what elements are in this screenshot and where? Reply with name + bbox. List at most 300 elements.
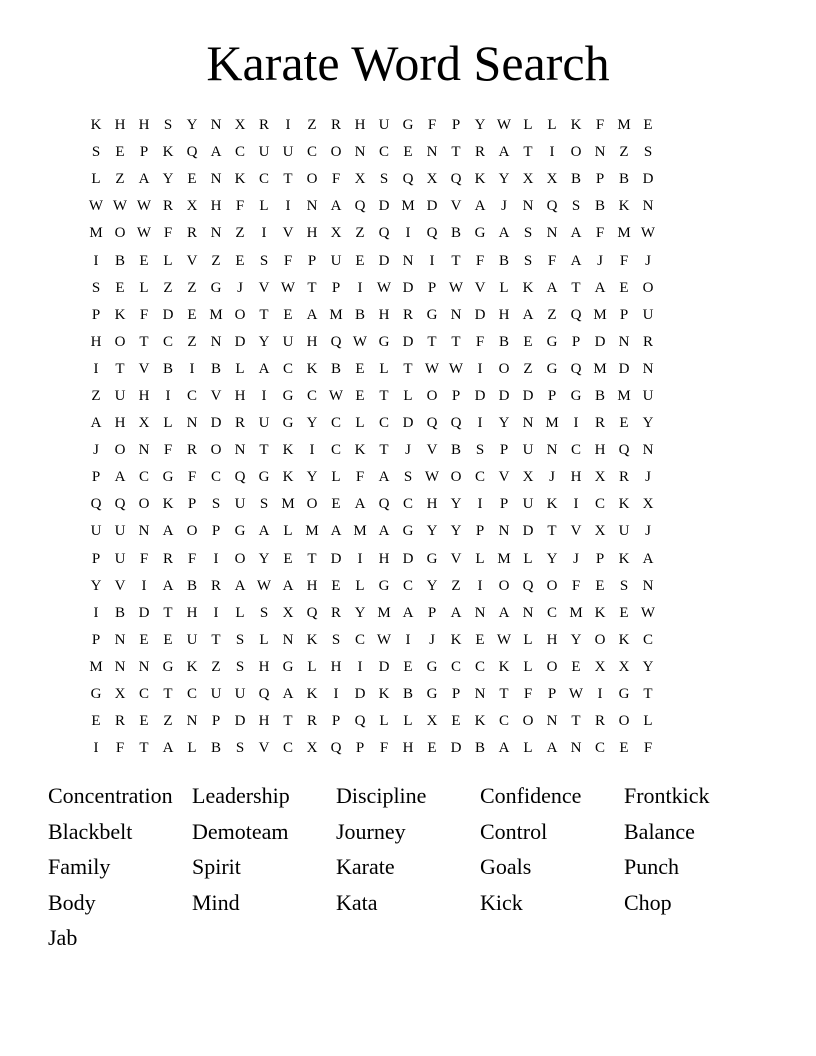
grid-letter: A [498, 604, 510, 621]
grid-letter: N [114, 631, 126, 648]
grid-letter: Q [114, 496, 126, 513]
grid-letter: F [547, 252, 557, 269]
grid-letter: O [234, 306, 246, 323]
grid-letter: H [186, 604, 198, 621]
grid-letter: A [90, 415, 102, 432]
grid-letter: L [307, 658, 317, 675]
grid-letter: P [547, 686, 557, 703]
grid-letter: N [402, 252, 414, 269]
grid-letter: C [186, 387, 197, 404]
grid-letter: M [617, 225, 631, 242]
grid-row [84, 329, 732, 356]
grid-letter: T [163, 604, 173, 621]
grid-letter: F [187, 550, 197, 567]
grid-letter: Q [354, 713, 366, 730]
grid-letter: H [234, 387, 246, 404]
grid-letter: D [162, 306, 174, 323]
grid-letter: Y [306, 469, 318, 486]
grid-letter: E [91, 713, 101, 730]
grid-letter: K [162, 496, 174, 513]
grid-letter: S [619, 577, 629, 594]
grid-letter: H [354, 117, 366, 134]
grid-letter: I [93, 604, 99, 621]
grid-letter: I [429, 252, 435, 269]
grid-letter: M [545, 415, 559, 432]
grid-letter: S [259, 252, 269, 269]
grid-letter: M [569, 604, 583, 621]
grid-letter: E [283, 306, 293, 323]
grid-letter: I [573, 496, 579, 513]
grid-letter: Q [186, 144, 198, 161]
grid-letter: G [426, 658, 438, 675]
grid-letter: C [402, 496, 413, 513]
grid-letter: K [570, 117, 582, 134]
grid-letter: P [187, 496, 197, 513]
grid-letter: A [594, 279, 606, 296]
grid-row [84, 491, 732, 518]
grid-row [84, 735, 732, 762]
word-list-item: Family [48, 854, 111, 880]
grid-letter: M [593, 360, 607, 377]
grid-letter: N [642, 442, 654, 459]
grid-row [84, 302, 732, 329]
grid-letter: Q [330, 740, 342, 757]
grid-letter: T [307, 279, 317, 296]
grid-letter: W [88, 198, 104, 215]
grid-letter: L [379, 360, 389, 377]
grid-letter: T [547, 523, 557, 540]
grid-letter: I [405, 225, 411, 242]
grid-letter: Q [378, 496, 390, 513]
grid-letter: H [258, 713, 270, 730]
grid-letter: W [448, 360, 464, 377]
grid-row [84, 600, 732, 627]
grid-letter: P [211, 713, 221, 730]
grid-letter: Q [258, 686, 270, 703]
grid-letter: U [234, 496, 246, 513]
grid-letter: D [426, 198, 438, 215]
grid-letter: T [139, 333, 149, 350]
grid-letter: R [186, 225, 197, 242]
grid-letter: M [89, 225, 103, 242]
grid-letter: A [234, 577, 246, 594]
grid-letter: R [330, 117, 341, 134]
grid-letter: V [282, 225, 294, 242]
grid-letter: A [330, 198, 342, 215]
grid-letter: M [593, 306, 607, 323]
grid-letter: U [522, 496, 534, 513]
grid-letter: J [645, 469, 651, 486]
grid-letter: E [403, 144, 413, 161]
grid-letter: F [163, 442, 173, 459]
word-list-item: Blackbelt [48, 818, 133, 844]
grid-letter: H [426, 496, 438, 513]
grid-letter: J [405, 442, 411, 459]
grid-letter: B [450, 442, 461, 459]
grid-row [84, 681, 732, 708]
grid-letter: Y [642, 658, 654, 675]
grid-letter: P [355, 740, 365, 757]
grid-letter: P [427, 604, 437, 621]
grid-letter: W [136, 198, 152, 215]
word-list-item: Frontkick [624, 783, 710, 808]
grid-letter: N [210, 333, 222, 350]
grid-letter: E [643, 117, 653, 134]
grid-letter: C [162, 333, 173, 350]
grid-letter: L [523, 550, 533, 567]
grid-letter: Q [618, 442, 630, 459]
grid-letter: Q [546, 198, 558, 215]
grid-letter: A [330, 523, 342, 540]
grid-letter: D [234, 713, 246, 730]
grid-letter: I [573, 415, 579, 432]
grid-letter: T [451, 252, 461, 269]
word-list-item: Body [48, 889, 96, 915]
grid-letter: W [568, 686, 584, 703]
grid-letter: A [282, 577, 294, 594]
grid-letter: E [427, 740, 437, 757]
grid-letter: B [594, 198, 605, 215]
grid-letter: C [594, 496, 605, 513]
grid-letter: P [451, 387, 461, 404]
grid-letter: O [426, 387, 438, 404]
grid-letter: T [643, 686, 653, 703]
grid-letter: A [258, 360, 270, 377]
grid-letter: G [570, 387, 582, 404]
word-list-item: Jab [48, 925, 78, 951]
grid-letter: U [618, 523, 630, 540]
grid-letter: F [139, 306, 149, 323]
grid-letter: H [138, 387, 150, 404]
grid-letter: E [571, 658, 581, 675]
grid-letter: W [352, 333, 368, 350]
grid-letter: K [618, 550, 630, 567]
grid-letter: D [234, 333, 246, 350]
grid-letter: P [595, 171, 605, 188]
grid-letter: K [282, 469, 294, 486]
grid-letter: W [640, 225, 656, 242]
grid-letter: Y [498, 415, 510, 432]
grid-letter: E [283, 550, 293, 567]
grid-letter: G [618, 686, 630, 703]
grid-letter: T [379, 387, 389, 404]
grid-letter: K [474, 713, 486, 730]
grid-letter: C [330, 442, 341, 459]
grid-letter: B [162, 360, 173, 377]
grid-letter: H [258, 658, 270, 675]
grid-letter: Q [234, 469, 246, 486]
grid-letter: I [333, 686, 339, 703]
grid-letter: X [426, 713, 438, 730]
grid-letter: B [402, 686, 413, 703]
grid-letter: Z [523, 360, 533, 377]
grid-letter: R [594, 415, 605, 432]
grid-letter: S [91, 144, 101, 161]
grid-letter: O [186, 523, 198, 540]
grid-letter: S [643, 144, 653, 161]
grid-letter: I [309, 442, 315, 459]
grid-letter: K [306, 631, 318, 648]
grid-letter: T [523, 144, 533, 161]
grid-letter: E [235, 252, 245, 269]
grid-row [84, 708, 732, 735]
grid-letter: I [477, 496, 483, 513]
grid-letter: P [91, 550, 101, 567]
grid-letter: N [594, 144, 606, 161]
grid-letter: E [619, 415, 629, 432]
grid-letter: I [93, 740, 99, 757]
grid-letter: Y [426, 577, 438, 594]
grid-letter: F [595, 117, 605, 134]
grid-letter: R [114, 713, 125, 730]
grid-letter: P [331, 713, 341, 730]
grid-letter: H [306, 333, 318, 350]
grid-letter: U [330, 252, 342, 269]
grid-letter: O [234, 550, 246, 567]
grid-letter: Z [91, 387, 101, 404]
grid-letter: I [213, 550, 219, 567]
grid-letter: W [376, 279, 392, 296]
word-list-item: Leadership [192, 783, 290, 808]
grid-letter: V [186, 252, 198, 269]
grid-letter: G [426, 306, 438, 323]
grid-letter: V [450, 198, 462, 215]
grid-letter: A [546, 279, 558, 296]
grid-letter: M [377, 604, 391, 621]
grid-letter: U [90, 523, 102, 540]
grid-letter: R [594, 713, 605, 730]
grid-letter: S [475, 442, 485, 459]
word-list-item: Balance [624, 818, 695, 844]
grid-letter: R [186, 442, 197, 459]
grid-letter: T [451, 144, 461, 161]
grid-letter: A [162, 523, 174, 540]
grid-letter: G [162, 658, 174, 675]
grid-letter: A [570, 225, 582, 242]
grid-letter: B [114, 252, 125, 269]
grid-letter: A [162, 740, 174, 757]
grid-letter: D [618, 360, 630, 377]
grid-letter: I [285, 198, 291, 215]
grid-letter: B [618, 171, 629, 188]
grid-letter: J [645, 523, 651, 540]
grid-letter: Q [426, 225, 438, 242]
grid-letter: V [570, 523, 582, 540]
grid-letter: N [426, 144, 438, 161]
grid-letter: G [402, 117, 414, 134]
grid-letter: B [450, 225, 461, 242]
grid-letter: A [450, 604, 462, 621]
grid-letter: G [282, 658, 294, 675]
grid-letter: L [283, 523, 293, 540]
grid-letter: H [594, 442, 606, 459]
grid-letter: M [305, 523, 319, 540]
grid-letter: Y [642, 415, 654, 432]
grid-letter: K [306, 686, 318, 703]
grid-letter: P [91, 631, 101, 648]
grid-row [84, 437, 732, 464]
grid-letter: T [571, 279, 581, 296]
grid-letter: G [378, 577, 390, 594]
grid-letter: D [210, 415, 222, 432]
grid-row [84, 112, 732, 139]
grid-letter: K [474, 171, 486, 188]
grid-letter: A [378, 469, 390, 486]
grid-letter: R [474, 144, 485, 161]
grid-letter: C [378, 144, 389, 161]
grid-letter: U [114, 550, 126, 567]
grid-letter: V [138, 360, 150, 377]
word-list-item: Discipline [336, 783, 427, 808]
grid-letter: J [93, 442, 99, 459]
grid-letter: A [378, 523, 390, 540]
grid-letter: R [306, 713, 317, 730]
grid-letter: Z [115, 171, 125, 188]
grid-letter: G [426, 686, 438, 703]
grid-letter: K [378, 686, 390, 703]
grid-letter: C [594, 740, 605, 757]
grid-letter: Z [211, 658, 221, 675]
grid-letter: A [642, 550, 654, 567]
grid-letter: Z [619, 144, 629, 161]
grid-letter: N [450, 306, 462, 323]
grid-letter: E [355, 387, 365, 404]
grid-letter: F [427, 117, 437, 134]
grid-letter: Q [354, 198, 366, 215]
grid-letter: N [546, 442, 558, 459]
grid-letter: C [138, 686, 149, 703]
grid-letter: U [114, 523, 126, 540]
grid-letter: U [282, 333, 294, 350]
grid-letter: C [210, 469, 221, 486]
word-list-item: Kick [480, 889, 523, 915]
grid-letter: C [642, 631, 653, 648]
grid-letter: U [258, 415, 270, 432]
grid-letter: K [450, 631, 462, 648]
grid-letter: Y [354, 604, 366, 621]
grid-letter: P [331, 279, 341, 296]
grid-letter: O [618, 713, 630, 730]
grid-letter: N [618, 333, 630, 350]
grid-letter: S [379, 171, 389, 188]
grid-letter: V [450, 550, 462, 567]
grid-letter: P [307, 252, 317, 269]
grid-letter: R [162, 550, 173, 567]
grid-letter: C [258, 171, 269, 188]
grid-letter: Y [258, 333, 270, 350]
grid-letter: N [210, 171, 222, 188]
grid-letter: F [619, 252, 629, 269]
grid-letter: E [187, 306, 197, 323]
grid-letter: X [114, 686, 126, 703]
grid-letter: A [258, 523, 270, 540]
grid-letter: C [282, 360, 293, 377]
grid-letter: I [261, 225, 267, 242]
grid-letter: A [138, 171, 150, 188]
grid-letter: Y [426, 523, 438, 540]
grid-letter: T [379, 442, 389, 459]
grid-letter: E [523, 333, 533, 350]
grid-letter: P [139, 144, 149, 161]
grid-letter: I [93, 252, 99, 269]
word-list-item: Demoteam [192, 818, 289, 844]
grid-row [84, 166, 732, 193]
grid-letter: E [163, 631, 173, 648]
grid-letter: E [331, 577, 341, 594]
grid-letter: I [597, 686, 603, 703]
grid-letter: P [91, 306, 101, 323]
grid-letter: B [498, 252, 509, 269]
grid-letter: Q [90, 496, 102, 513]
grid-letter: H [306, 577, 318, 594]
grid-letter: O [522, 713, 534, 730]
grid-letter: D [354, 686, 366, 703]
grid-letter: E [619, 604, 629, 621]
grid-letter: D [474, 306, 486, 323]
grid-letter: C [402, 577, 413, 594]
grid-letter: E [115, 144, 125, 161]
grid-letter: H [546, 631, 558, 648]
grid-letter: C [138, 469, 149, 486]
word-list [48, 778, 768, 956]
grid-letter: K [162, 144, 174, 161]
grid-letter: B [474, 740, 485, 757]
grid-letter: L [139, 279, 149, 296]
grid-letter: P [499, 442, 509, 459]
grid-letter: O [138, 496, 150, 513]
grid-letter: O [210, 442, 222, 459]
grid-letter: E [595, 577, 605, 594]
grid-letter: N [570, 740, 582, 757]
grid-letter: M [617, 117, 631, 134]
grid-letter: N [522, 198, 534, 215]
grid-letter: I [477, 415, 483, 432]
grid-letter: L [259, 198, 269, 215]
grid-letter: C [498, 713, 509, 730]
grid-letter: P [427, 279, 437, 296]
word-list-item: Journey [336, 818, 406, 844]
word-list-item: Karate [336, 854, 395, 880]
grid-row [84, 139, 732, 166]
grid-letter: H [306, 225, 318, 242]
grid-row [84, 654, 732, 681]
grid-letter: L [163, 415, 173, 432]
word-list-item: Control [480, 818, 548, 844]
grid-letter: I [213, 604, 219, 621]
grid-letter: T [283, 171, 293, 188]
grid-letter: W [112, 198, 128, 215]
grid-letter: A [546, 740, 558, 757]
grid-letter: N [546, 713, 558, 730]
grid-letter: J [501, 198, 507, 215]
grid-letter: S [235, 658, 245, 675]
grid-letter: A [474, 198, 486, 215]
grid-letter: A [114, 469, 126, 486]
grid-letter: K [354, 442, 366, 459]
grid-letter: C [306, 144, 317, 161]
page-title: Karate Word Search [206, 35, 610, 91]
word-list-item: Concentration [48, 783, 173, 808]
grid-letter: A [162, 577, 174, 594]
grid-letter: D [138, 604, 150, 621]
grid-letter: P [547, 387, 557, 404]
word-list-item: Goals [480, 854, 532, 880]
grid-letter: M [353, 523, 367, 540]
grid-letter: Z [187, 279, 197, 296]
grid-letter: Y [450, 523, 462, 540]
grid-letter: K [594, 604, 606, 621]
grid-letter: N [138, 442, 150, 459]
